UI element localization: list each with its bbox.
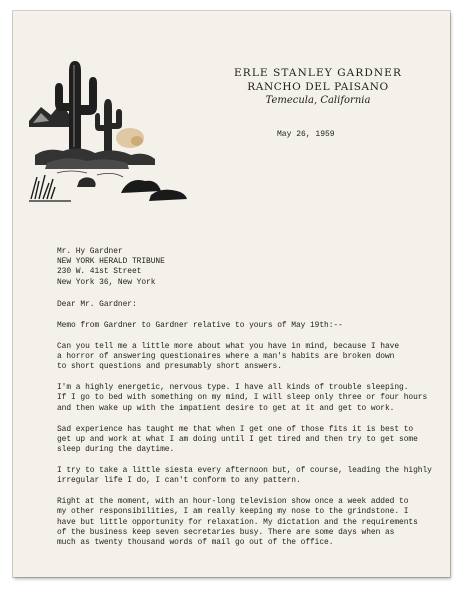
recipient-org: NEW YORK HERALD TRIBUNE	[57, 257, 165, 267]
paragraph-2: Can you tell me a little more about what you have in mind, because I have a horror of answering questionaires where a man's habits are broken down to short questions and presumably short answers.	[57, 341, 400, 372]
paragraph-5: I try to take a little siesta every afternoon but, of course, leading the highly irregular life I do, I can't conform to any pattern.	[57, 466, 432, 486]
letter-date: May 26, 1959	[277, 130, 335, 139]
salutation: Dear Mr. Gardner:	[57, 299, 137, 309]
letterhead-city: Temecula, California	[265, 95, 371, 106]
recipient-address	[57, 247, 450, 288]
letter-body	[57, 247, 450, 559]
paragraph-3: I'm a highly energetic, nervous type. I have all kinds of trouble sleeping. If I go to bed with something on my mind, I will sleep only three or four hours and then wake up with the impatient desire to get at it and get to work.	[57, 383, 428, 413]
recipient-name: Mr. Hy Gardner	[57, 247, 123, 256]
recipient-city: New York 36, New York	[57, 277, 156, 287]
letterhead-name: ERLE STANLEY GARDNER	[234, 67, 402, 79]
cactus-desert-illustration	[27, 51, 189, 205]
letter-page	[13, 11, 450, 577]
letterhead-ranch: RANCHO DEL PAISANO	[247, 81, 389, 93]
paragraph-6: Right at the moment, with an hour-long television show once a week added to my other responsibilities, I am really keeping my nose to the grindstone. I have but little opportunity for relaxation. My dictation and the requirements of the business keep seven secretaries busy. There are some days when as much as twenty thousand words of mail go out of the office.	[57, 497, 418, 548]
paragraph-1: Memo from Gardner to Gardner relative to yours of May 19th:--	[57, 320, 343, 330]
letterhead	[223, 67, 413, 108]
paragraph-4: Sad experience has taught me that when I get one of those fits it is best to get up and work at what I am doing until I get tired and then try to get some sleep during the daytime.	[57, 424, 418, 455]
recipient-street: 230 W. 41st Street	[57, 267, 142, 277]
